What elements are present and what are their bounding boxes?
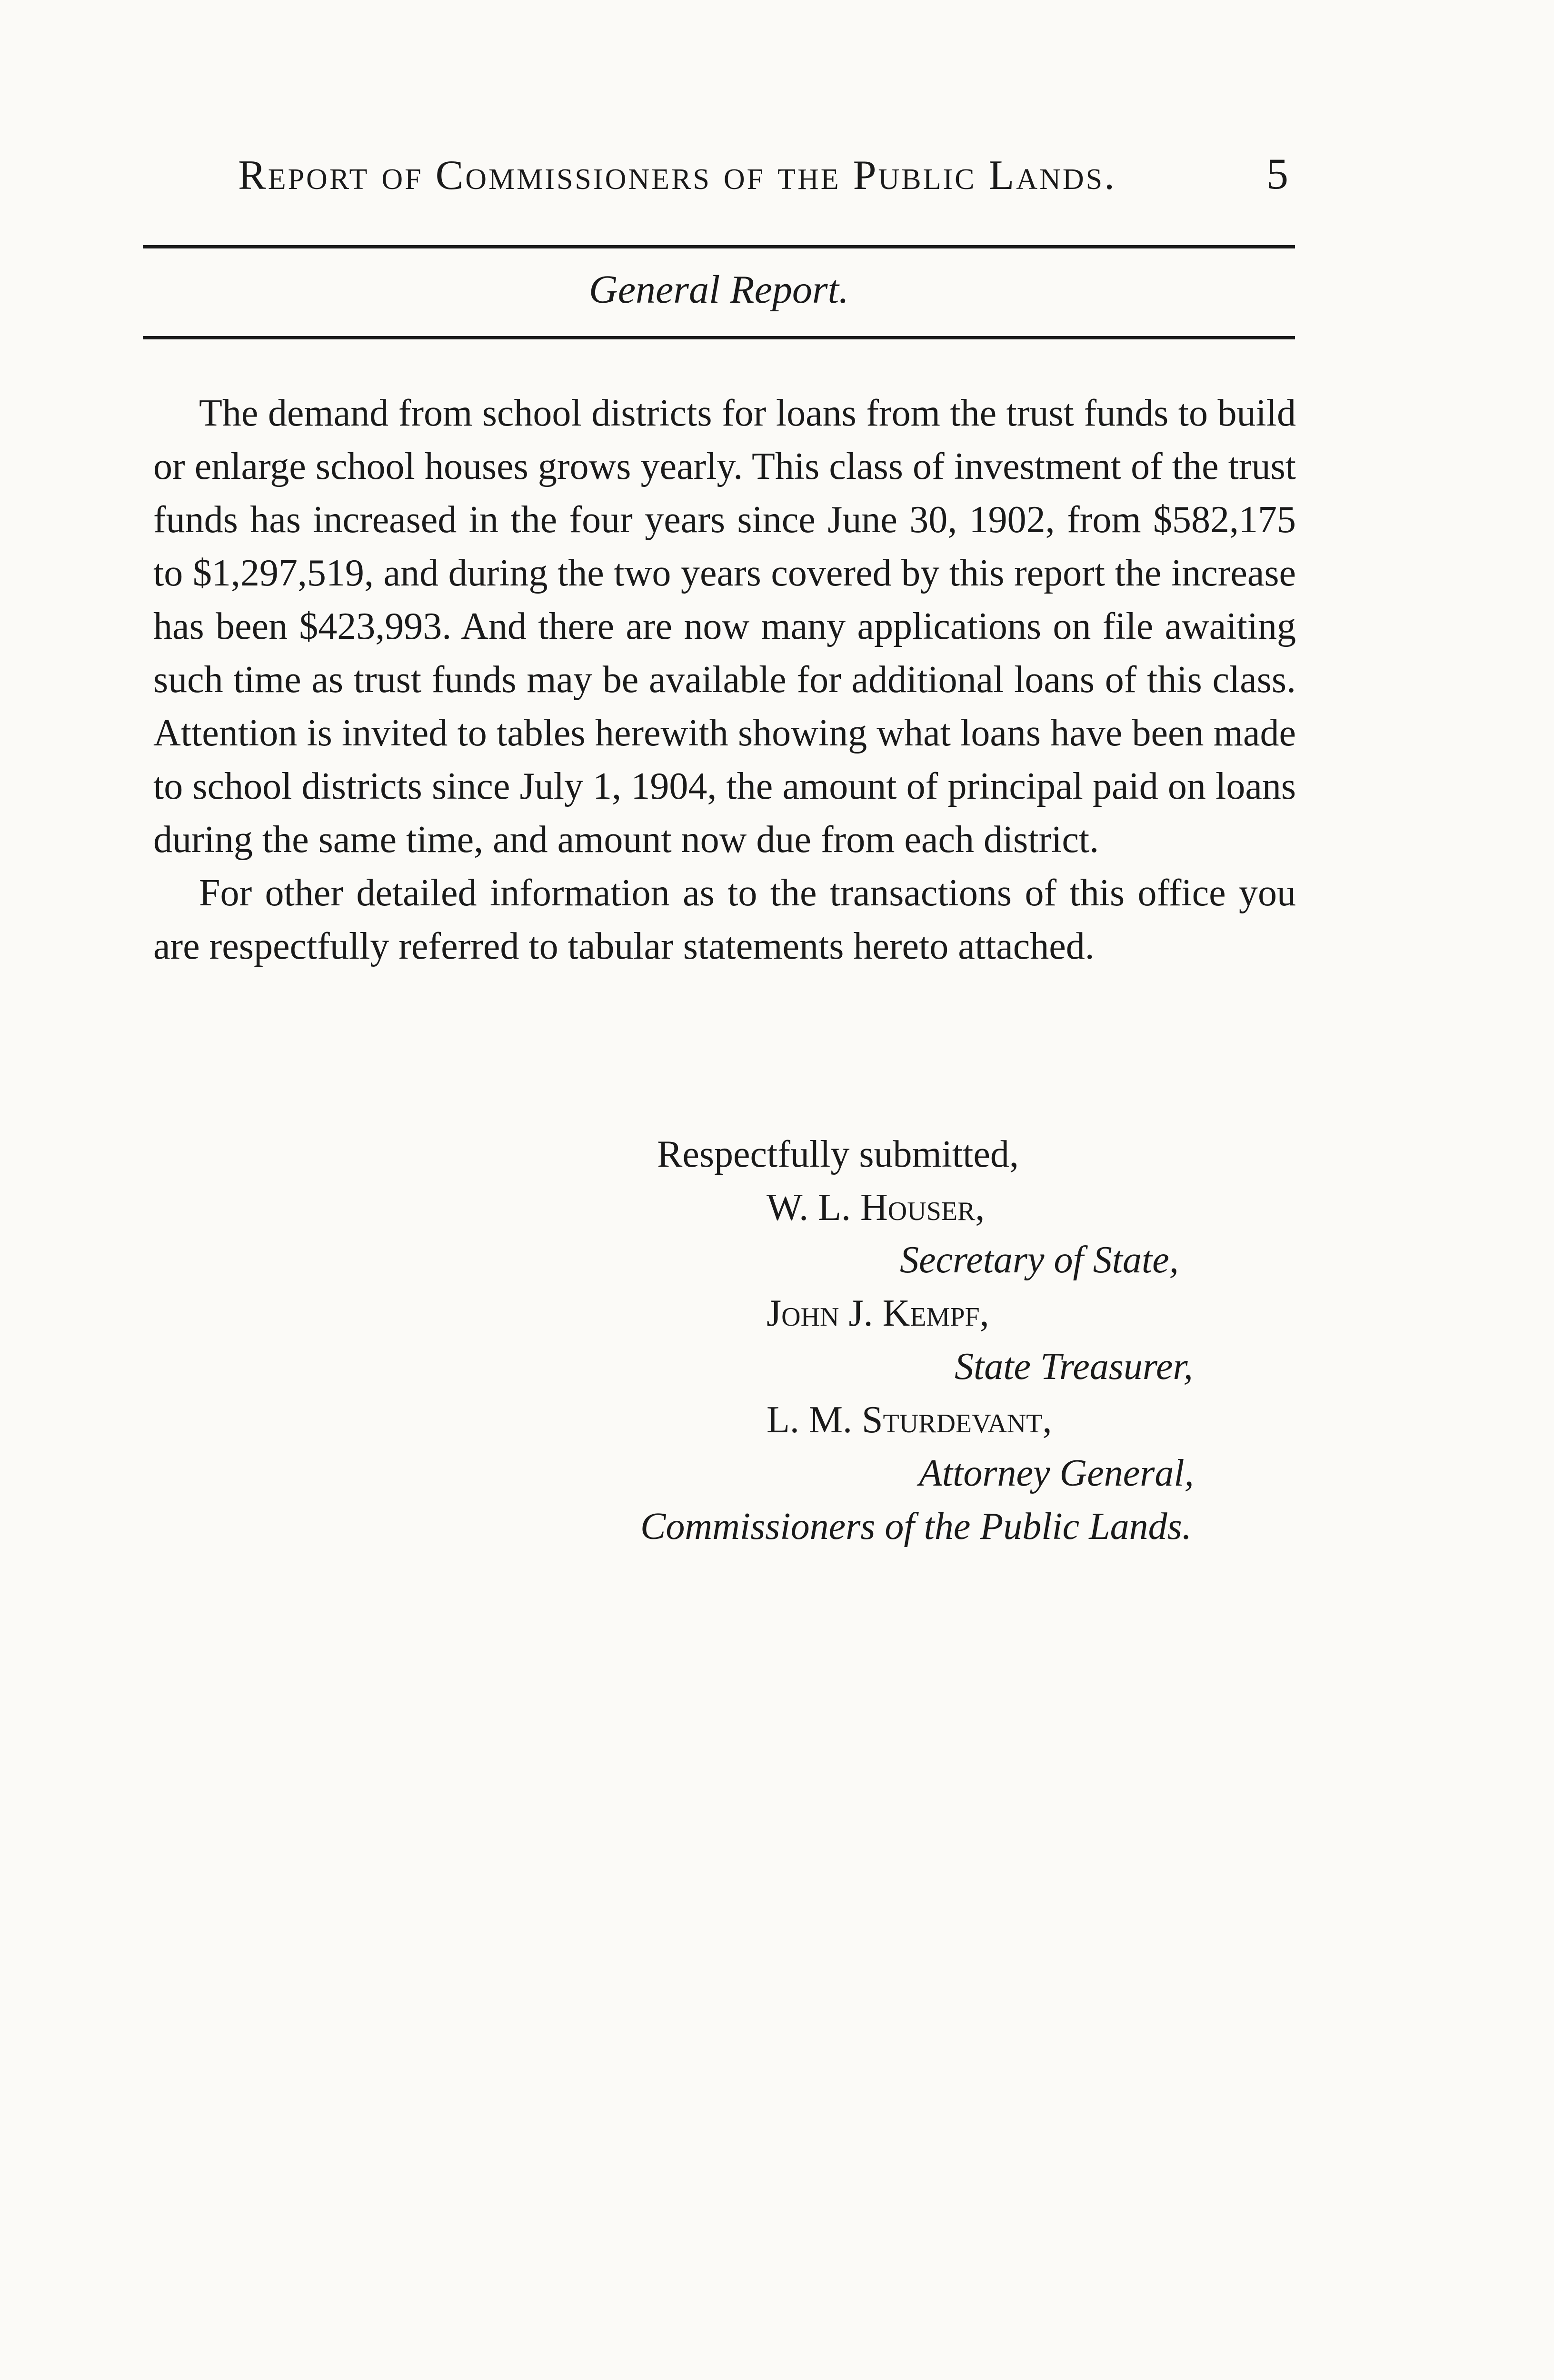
page-number: 5 [1266,149,1288,198]
signatory-2-name: John J. Kempf, [767,1292,989,1334]
closing-line: Respectfully submitted, [657,1133,1019,1175]
paragraph-2: For other detailed information as to the transactions of this office you are respectfully referred to tabular statements hereto attached. [153,872,1296,967]
signatory-3-title: Attorney General, [919,1452,1194,1494]
commissioners-title: Commissioners of the Public Lands. [640,1506,1192,1547]
bottom-rule [143,336,1295,339]
signatory-1-name: W. L. Houser, [767,1187,985,1229]
report-body [153,387,1296,973]
signatory-1-title: Secretary of State, [900,1239,1179,1281]
signatory-2-title: State Treasurer, [955,1346,1193,1388]
signatory-3-name: L. M. Sturdevant, [767,1399,1052,1441]
top-rule [143,245,1295,248]
paragraph-1: The demand from school districts for loans from the trust funds to build or enlarge school houses grows yearly. This class of investment of the trust funds has increased in the four years since June 30, 1902, from $582,175 to $1,297,519, and during the two years covered by this report the increase has been $423,993. And there are now many applications on file awaiting such time as trust funds may be available for additional loans of this class. Attention is invited to tables herewith showing what loans have been made to school districts since July 1, 1904, the amount of principal paid on loans during the same time, and amount now due from each district. [153,392,1296,861]
section-title: General Report. [589,268,849,312]
running-header: Report of Commissioners of the Public Lands. [238,152,1117,198]
